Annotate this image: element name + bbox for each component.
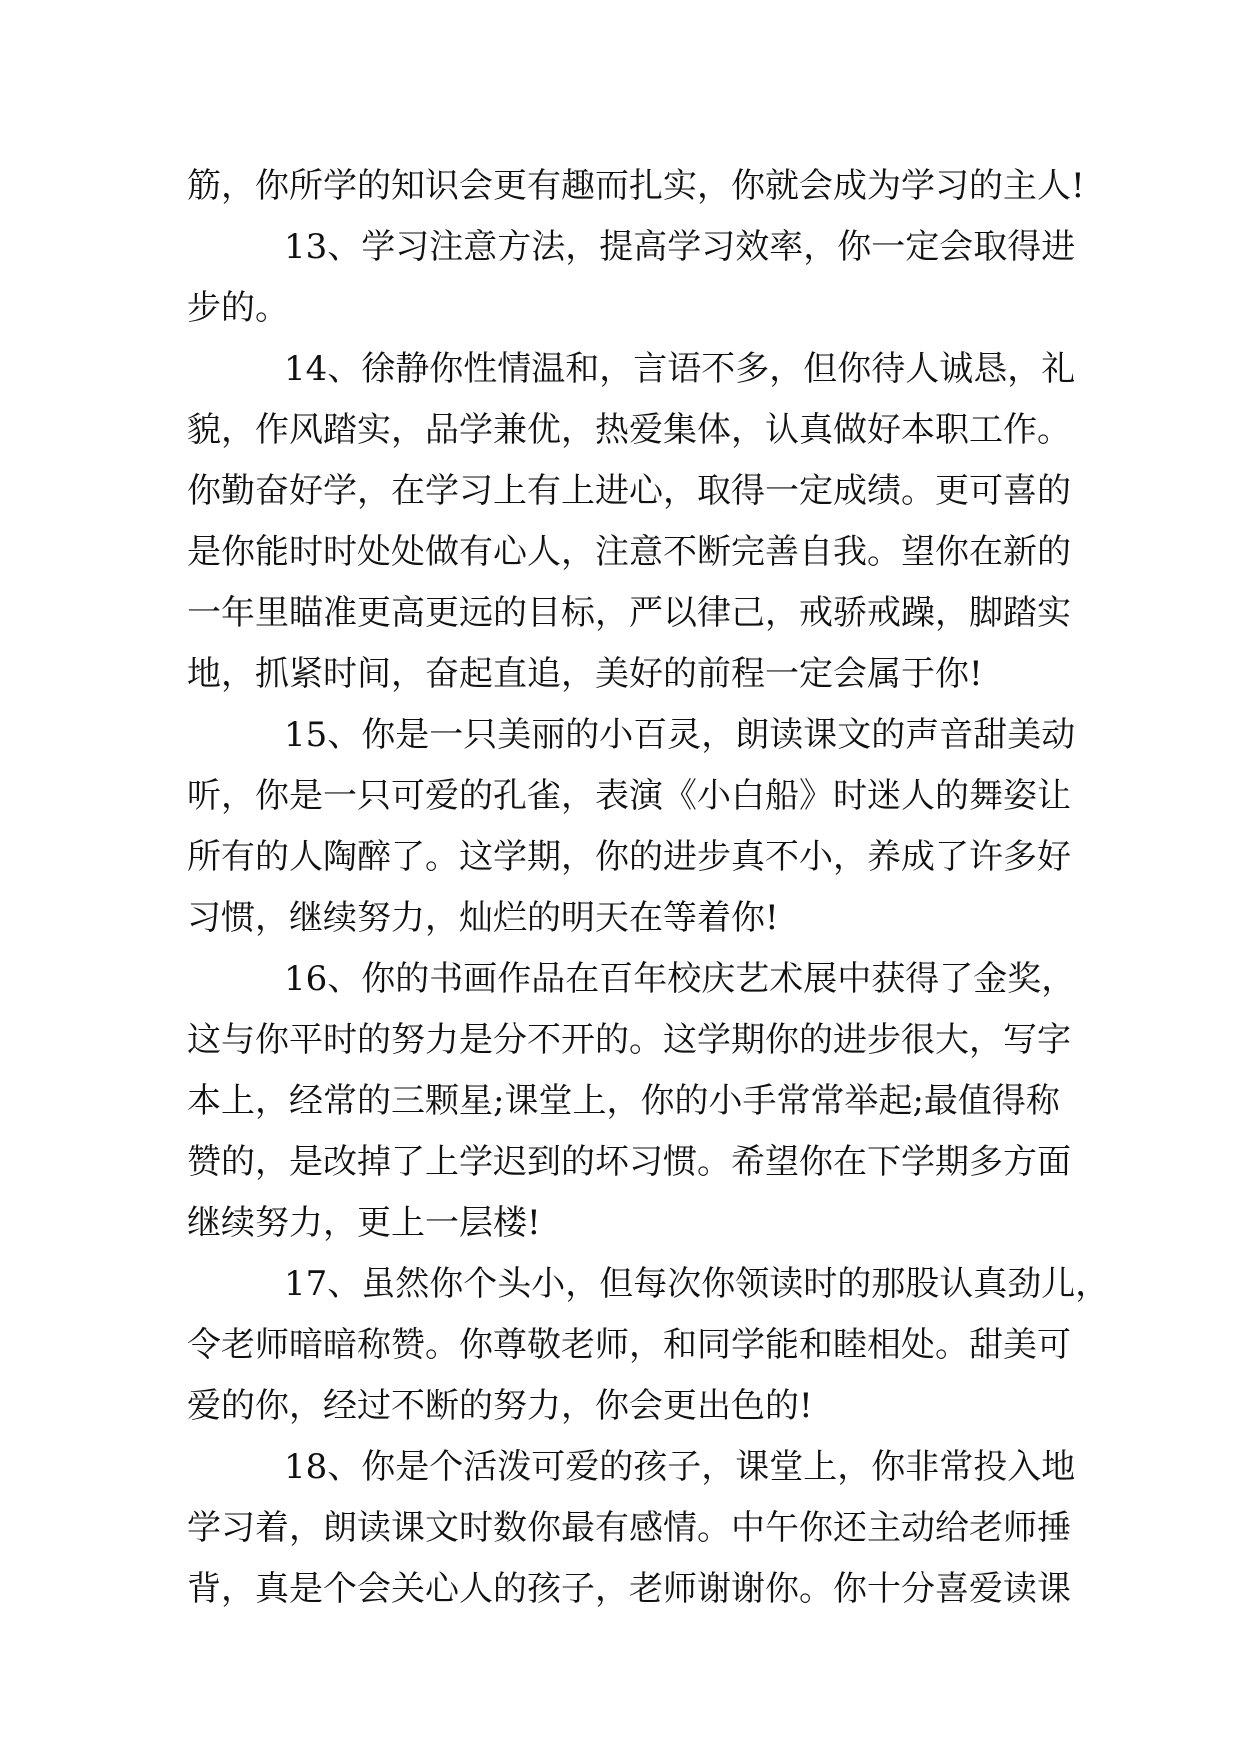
text-line: 貌，作风踏实，品学兼优，热爱集体，认真做好本职工作。	[187, 410, 1071, 450]
text-line: 令老师暗暗称赞。你尊敬老师，和同学能和睦相处。甜美可	[187, 1325, 1071, 1365]
text-line: 16、你的书画作品在百年校庆艺术展中获得了金奖，	[284, 959, 1076, 999]
text-line: 学习着，朗读课文时数你最有感情。中午你还主动给老师捶	[187, 1508, 1071, 1548]
document-body	[187, 156, 1110, 1620]
text-line: 继续努力，更上一层楼!	[187, 1203, 541, 1243]
text-line: 13、学习注意方法，提高学习效率，你一定会取得进	[284, 227, 1076, 267]
text-line: 爱的你，经过不断的努力，你会更出色的!	[187, 1386, 813, 1426]
text-line: 15、你是一只美丽的小百灵，朗读课文的声音甜美动	[284, 715, 1076, 755]
text-line: 地，抓紧时间，奋起直追，美好的前程一定会属于你!	[187, 654, 983, 694]
text-line: 一年里瞄准更高更远的目标，严以律己，戒骄戒躁，脚踏实	[187, 593, 1071, 633]
text-line: 听，你是一只可爱的孔雀，表演《小白船》时迷人的舞姿让	[187, 776, 1071, 816]
text-line: 14、徐静你性情温和，言语不多，但你待人诚恳，礼	[284, 349, 1076, 389]
text-line: 步的。	[187, 288, 289, 328]
text-line: 筋，你所学的知识会更有趣而扎实，你就会成为学习的主人!	[187, 166, 1085, 206]
text-line: 赞的，是改掉了上学迟到的坏习惯。希望你在下学期多方面	[187, 1142, 1071, 1182]
text-line: 是你能时时处处做有心人，注意不断完善自我。望你在新的	[187, 532, 1071, 572]
text-line: 背，真是个会关心人的孩子，老师谢谢你。你十分喜爱读课	[187, 1569, 1071, 1609]
text-line: 17、虽然你个头小，但每次你领读时的那股认真劲儿，	[284, 1264, 1110, 1304]
text-line: 本上，经常的三颗星;课堂上，你的小手常常举起;最值得称	[187, 1081, 1060, 1121]
text-line: 所有的人陶醉了。这学期，你的进步真不小，养成了许多好	[187, 837, 1071, 877]
text-line: 这与你平时的努力是分不开的。这学期你的进步很大，写字	[187, 1020, 1071, 1060]
text-line: 18、你是个活泼可爱的孩子，课堂上，你非常投入地	[284, 1447, 1076, 1487]
text-line: 习惯，继续努力，灿烂的明天在等着你!	[187, 898, 779, 938]
text-line: 你勤奋好学，在学习上有上进心，取得一定成绩。更可喜的	[187, 471, 1071, 511]
